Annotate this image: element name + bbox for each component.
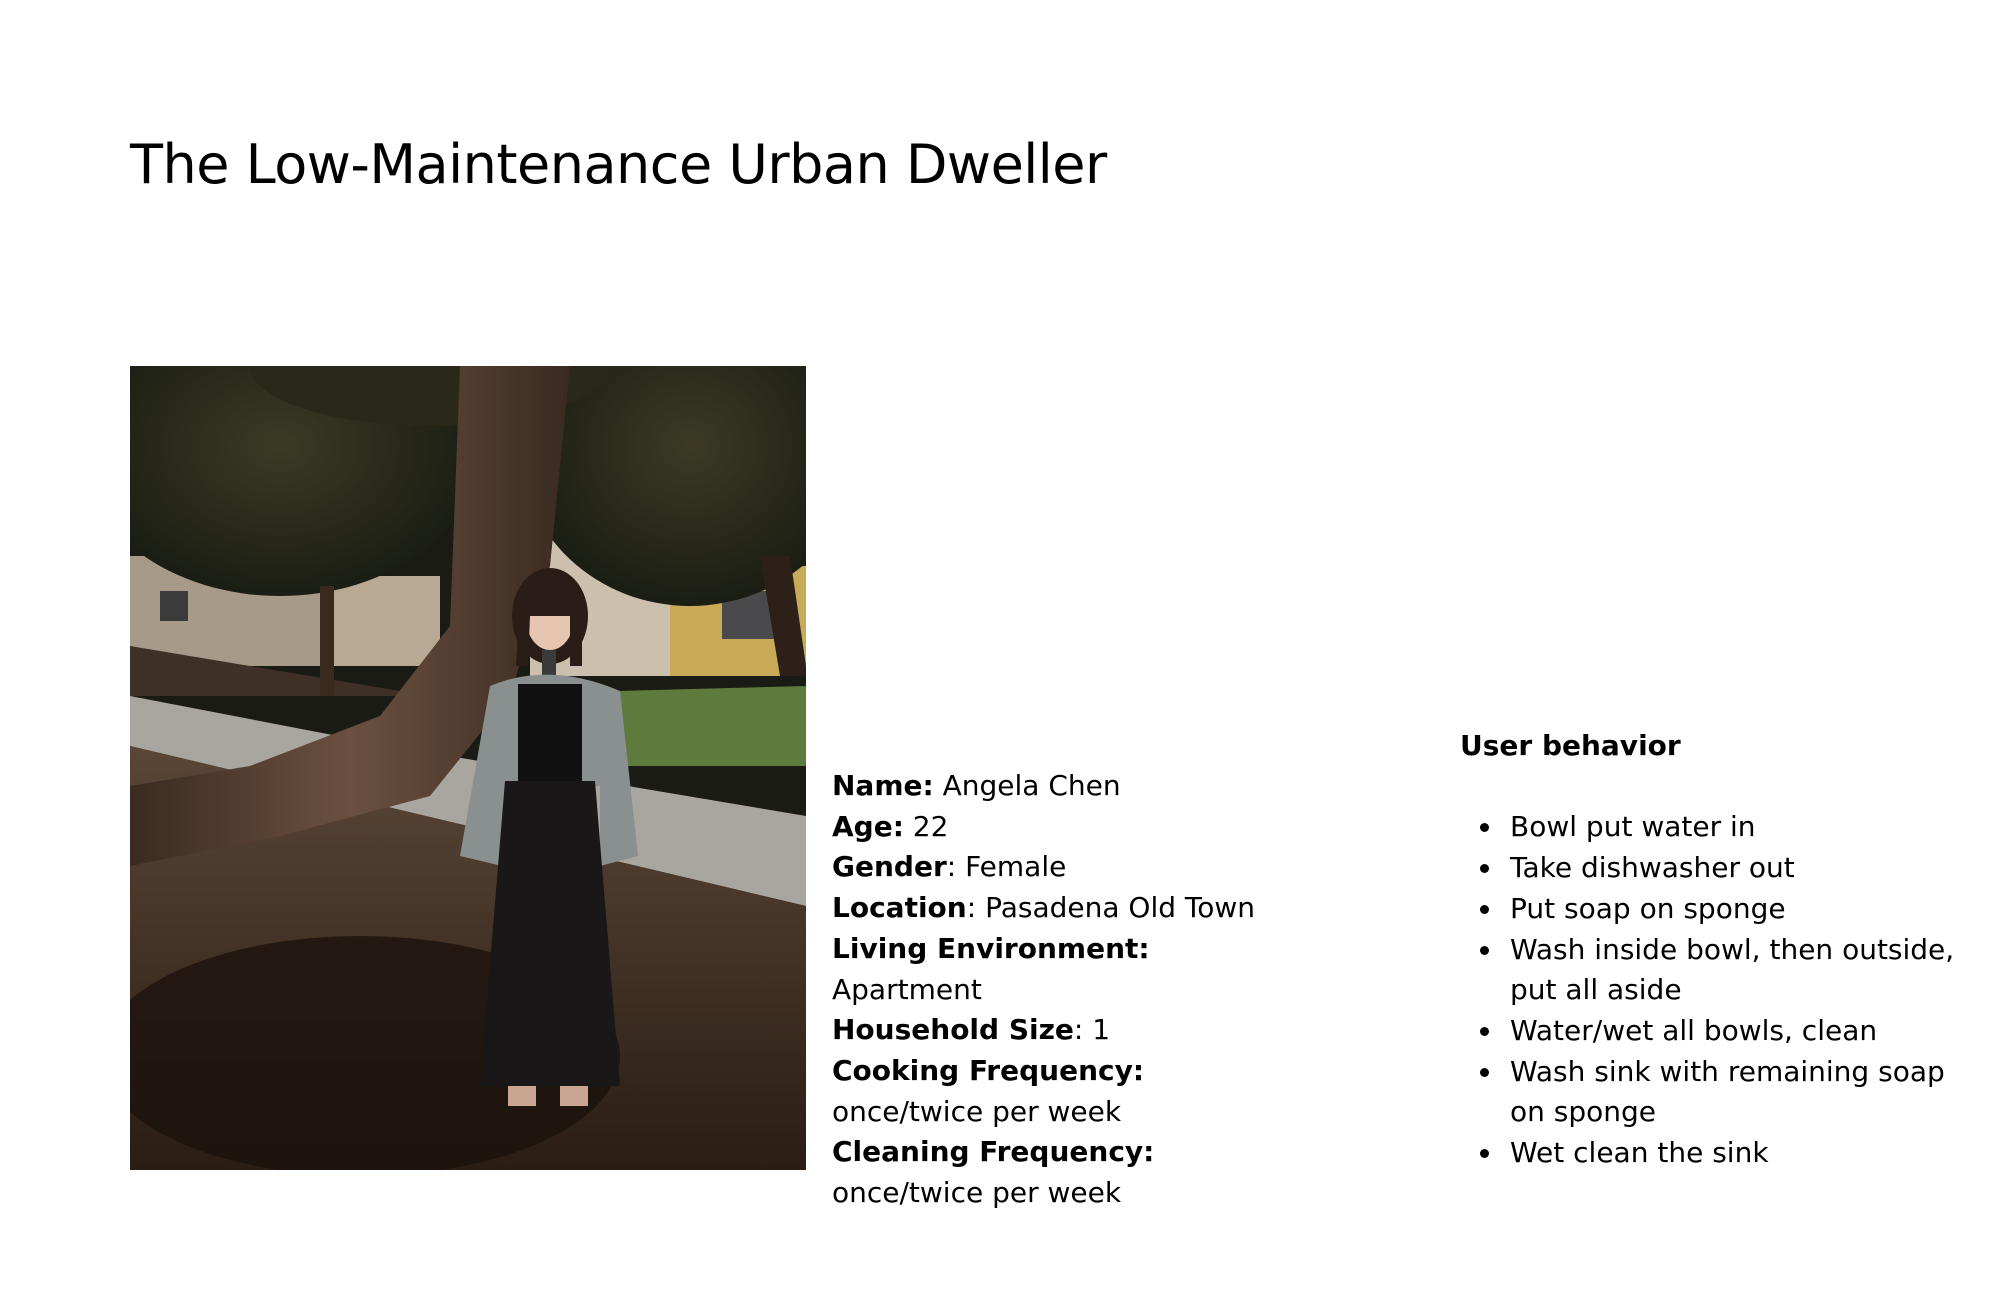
profile-living-environment-label: Living Environment: (832, 931, 1150, 965)
user-behavior-heading: User behavior (1460, 729, 1681, 762)
profile-name-value: Angela Chen (933, 769, 1121, 802)
profile-location-label: Location (832, 891, 967, 925)
profile-age-value: 22 (903, 809, 949, 843)
profile-cooking-frequency-label: Cooking Frequency: (832, 1053, 1145, 1087)
profile-cooking-frequency (832, 1051, 1302, 1132)
list-item: Take dishwasher out (1510, 848, 1960, 889)
profile-living-environment (832, 929, 1302, 1010)
profile-age-label: Age: (832, 809, 904, 843)
profile-location-value: : Pasadena Old Town (966, 891, 1256, 925)
profile-cooking-frequency-value: once/twice per week (832, 1094, 1122, 1128)
user-behavior-section (1460, 726, 1960, 1174)
list-item: Wet clean the sink (1510, 1133, 1960, 1174)
profile-name (832, 766, 1302, 807)
profile-household-size (832, 1010, 1302, 1051)
list-item: Bowl put water in (1510, 807, 1960, 848)
profile-age (832, 807, 1302, 848)
profile-gender-value: : Female (946, 850, 1067, 884)
profile-household-size-value: : 1 (1073, 1013, 1111, 1047)
list-item: Water/wet all bowls, clean (1510, 1011, 1960, 1052)
profile-location (832, 888, 1302, 929)
profile-name-label: Name: (832, 769, 934, 802)
profile-gender-label: Gender (832, 850, 947, 884)
persona-title: The Low-Maintenance Urban Dweller (130, 133, 1107, 196)
profile-cleaning-frequency (832, 1132, 1302, 1213)
profile-details (832, 766, 1302, 1214)
profile-cleaning-frequency-label: Cleaning Frequency: (832, 1135, 1155, 1169)
list-item: Wash sink with remaining soap on sponge (1510, 1052, 1960, 1133)
list-item: Put soap on sponge (1510, 889, 1960, 930)
list-item: Wash inside bowl, then outside, put all aside (1510, 930, 1960, 1011)
user-behavior-list (1460, 807, 1960, 1173)
profile-living-environment-value: Apartment (832, 972, 982, 1006)
persona-photo (130, 366, 806, 1170)
profile-gender (832, 847, 1302, 888)
profile-cleaning-frequency-value: once/twice per week (832, 1176, 1122, 1210)
profile-household-size-label: Household Size (832, 1013, 1074, 1047)
